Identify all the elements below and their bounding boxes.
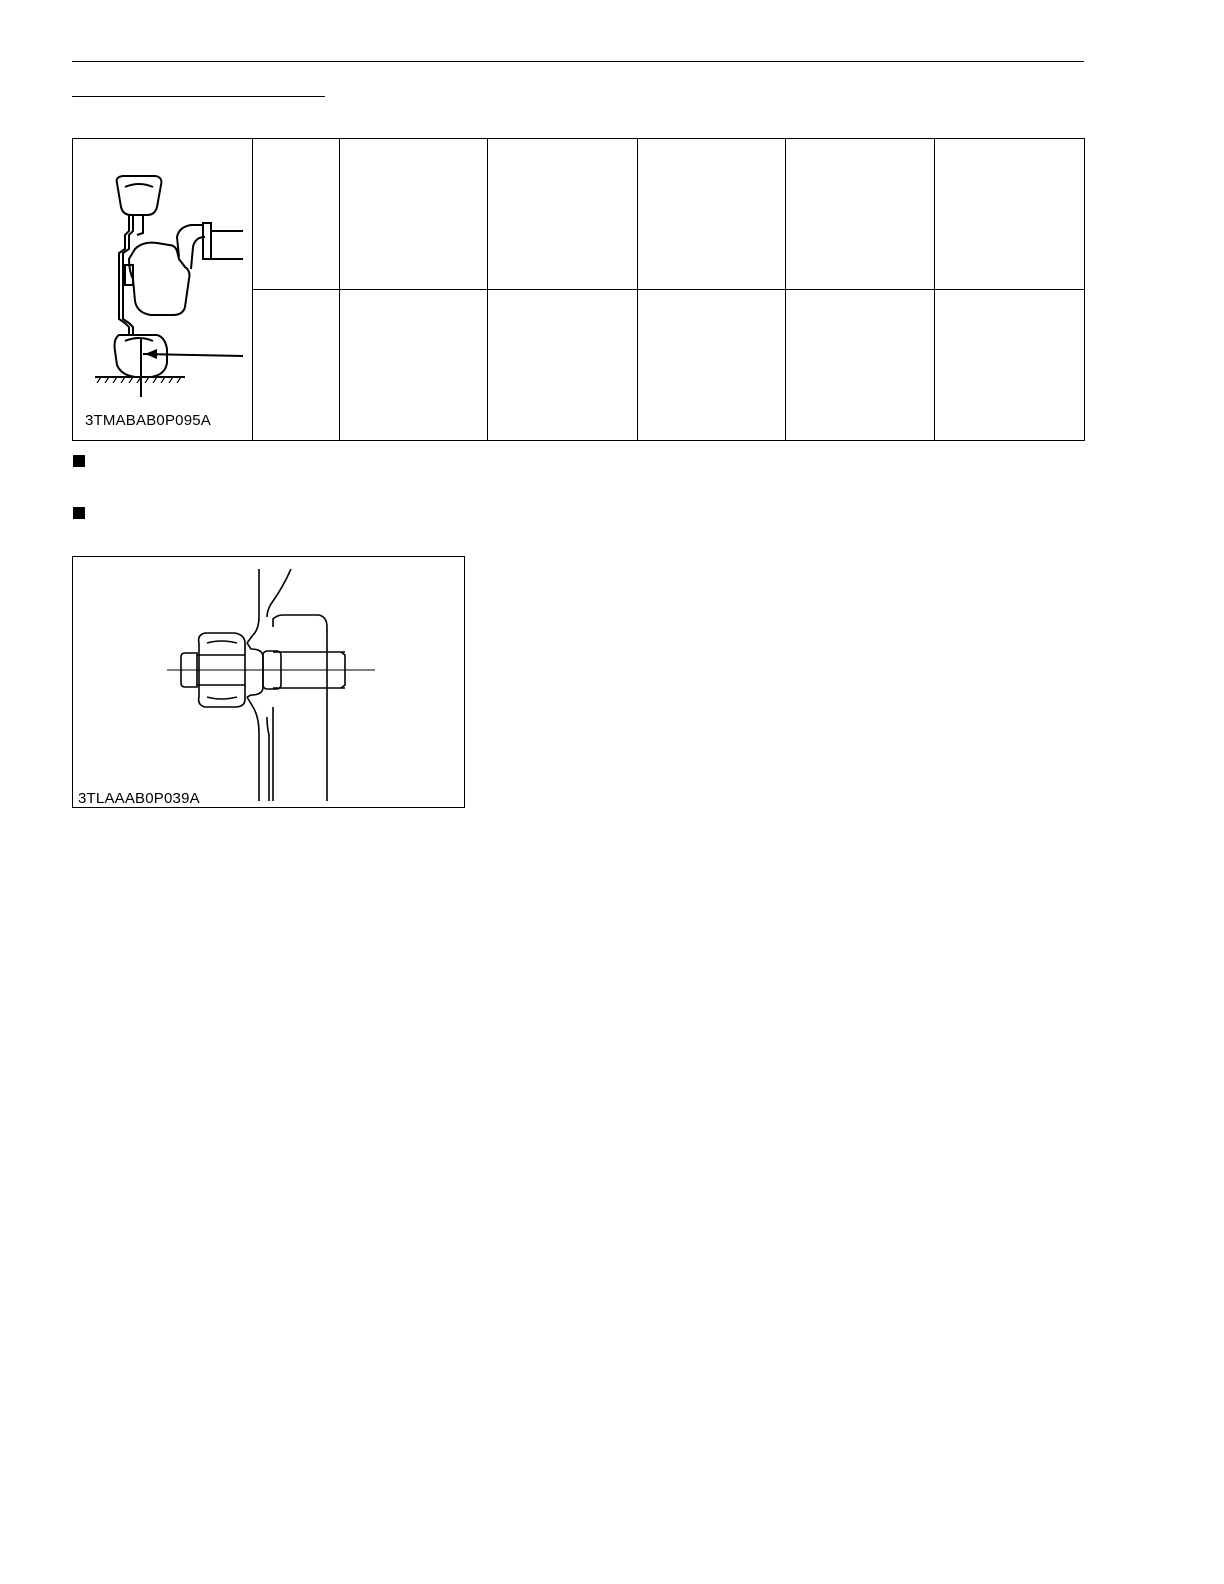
- wheel-figure-cell: [73, 139, 253, 441]
- table-cell: [638, 290, 786, 441]
- figure-code: 3TMABAB0P095A: [85, 412, 211, 429]
- table-cell: [638, 139, 786, 290]
- table-cell: [935, 139, 1085, 290]
- table-cell: [786, 290, 935, 441]
- table-cell: [935, 290, 1085, 441]
- section-title-underline: [72, 96, 325, 97]
- table-row: [73, 139, 1085, 290]
- table-cell: [786, 139, 935, 290]
- table-cell: [340, 290, 488, 441]
- table-cell: [340, 139, 488, 290]
- figure-code: 3TLAAAB0P039A: [78, 790, 200, 807]
- table-cell: [253, 139, 340, 290]
- table-cell: [488, 290, 638, 441]
- wheel-bolt-nut-drawing-icon: [73, 557, 465, 808]
- tread-settings-table: [72, 138, 1085, 441]
- bolt-figure: [72, 556, 465, 808]
- black-square-bullet-icon: [73, 507, 85, 519]
- black-square-bullet-icon: [73, 455, 85, 467]
- header-rule: [72, 61, 1084, 62]
- tractor-wheel-drawing-icon: [73, 139, 253, 441]
- table-cell: [253, 290, 340, 441]
- table-cell: [488, 139, 638, 290]
